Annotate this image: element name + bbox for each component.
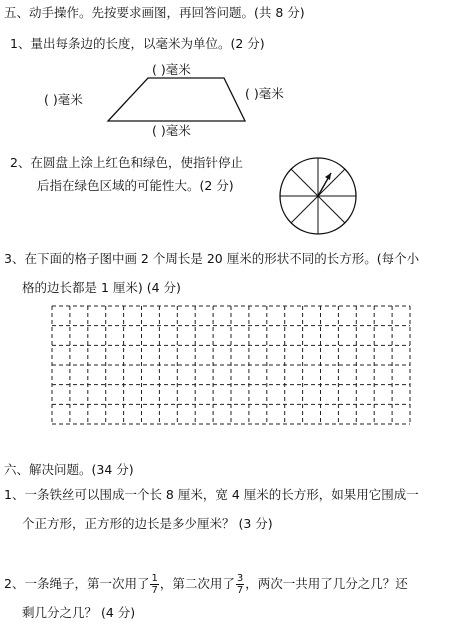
question-5-2-line2: 后指在绿色区域的可能性大。(2 分): [37, 178, 234, 193]
question-6-2-line1: [4, 572, 408, 596]
section-6-title: 六、解决问题。(34 分): [4, 462, 134, 477]
frac2-numerator: 3: [236, 573, 244, 584]
question-6-2-line2: 剩几分之几？ (4 分): [22, 605, 136, 620]
section-5-title: 五、动手操作。先按要求画图，再回答问题。(共 8 分): [4, 5, 305, 20]
question-6-1-line1: 1、一条铁丝可以围成一个长 8 厘米，宽 4 厘米的长方形，如果用它围成一: [4, 487, 419, 502]
question-6-2-part1: 2、一条绳子，第一次用了: [4, 576, 150, 591]
fraction-one-seventh: [150, 573, 158, 596]
fraction-three-sevenths: [236, 573, 244, 596]
question-6-2-part2: ，第二次用了: [159, 576, 235, 591]
blank-bottom-edge[interactable]: ( )毫米: [152, 123, 191, 138]
question-5-3-line2: 格的边长都是 1 厘米) (4 分): [22, 280, 181, 295]
question-5-1-text: 1、量出每条边的长度，以毫米为单位。(2 分): [10, 36, 265, 51]
question-6-1-line2: 个正方形，正方形的边长是多少厘米？ (3 分): [22, 516, 273, 531]
frac1-denominator: 7: [151, 585, 158, 596]
blank-right-edge[interactable]: ( )毫米: [245, 86, 284, 101]
question-6-2-part3: ，两次一共用了几分之几？还: [245, 576, 408, 591]
blank-left-edge[interactable]: ( )毫米: [44, 92, 83, 107]
frac1-numerator: 1: [151, 573, 158, 584]
blank-top-edge[interactable]: ( )毫米: [152, 62, 191, 77]
frac2-denominator: 7: [236, 585, 244, 596]
question-5-2-line1: 2、在圆盘上涂上红色和绿色，使指针停止: [10, 155, 243, 170]
question-5-3-line1: 3、在下面的格子图中画 2 个周长是 20 厘米的形状不同的长方形。(每个小: [4, 251, 420, 266]
